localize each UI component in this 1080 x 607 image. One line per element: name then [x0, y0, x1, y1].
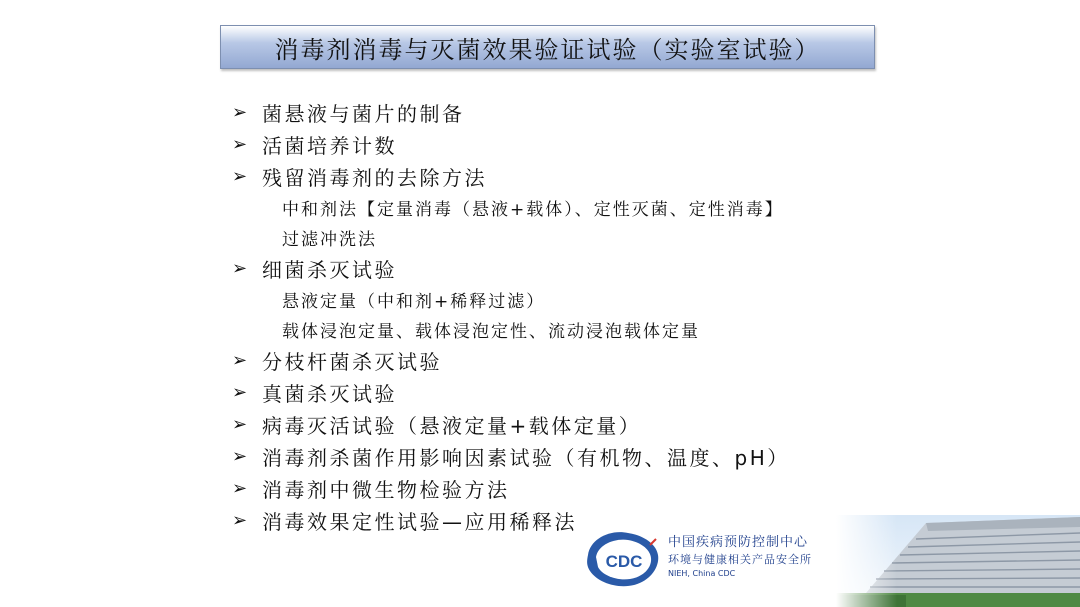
- bullet-list: [232, 96, 832, 536]
- cdc-emblem-text: CDC: [605, 552, 643, 571]
- list-item: [232, 160, 832, 192]
- list-item-text: 真菌杀灭试验: [262, 381, 397, 406]
- slide-title-box: [220, 25, 875, 69]
- list-item-text: 消毒剂杀菌作用影响因素试验（有机物、温度、pH）: [262, 445, 790, 470]
- sub-list-item: [232, 284, 832, 314]
- bullet-arrow-icon: ➢: [232, 381, 248, 403]
- sub-list-item-text: 载体浸泡定量、载体浸泡定性、流动浸泡载体定量: [282, 321, 700, 342]
- list-item-text: 病毒灭活试验（悬液定量+载体定量）: [262, 413, 642, 438]
- list-item-text: 消毒效果定性试验—应用稀释法: [262, 509, 577, 534]
- list-item: [232, 376, 832, 408]
- list-item: [232, 440, 832, 472]
- bullet-arrow-icon: ➢: [232, 509, 248, 531]
- bullet-arrow-icon: ➢: [232, 445, 248, 467]
- sub-list-item-text: 过滤冲洗法: [282, 229, 377, 250]
- bullet-arrow-icon: ➢: [232, 257, 248, 279]
- list-item-text: 菌悬液与菌片的制备: [262, 101, 465, 126]
- cdc-emblem-icon: [580, 525, 664, 591]
- org-subtitle: 环境与健康相关产品安全所: [668, 553, 812, 566]
- list-item: [232, 96, 832, 128]
- sub-list-item: [232, 192, 832, 222]
- org-name: 中国疾病预防控制中心: [668, 535, 809, 550]
- bullet-arrow-icon: ➢: [232, 133, 248, 155]
- list-item: [232, 408, 832, 440]
- slide-title: 消毒剂消毒与灭菌效果验证试验（实验室试验）: [274, 35, 821, 64]
- list-item: [232, 128, 832, 160]
- sub-list-item: [232, 222, 832, 252]
- bullet-arrow-icon: ➢: [232, 101, 248, 123]
- sub-list-item-text: 中和剂法【定量消毒（悬液+载体）、定性灭菌、定性消毒】: [282, 199, 784, 220]
- list-item-text: 细菌杀灭试验: [262, 257, 397, 282]
- building-photo: [836, 515, 1080, 607]
- list-item-text: 活菌培养计数: [262, 133, 397, 158]
- bullet-arrow-icon: ➢: [232, 349, 248, 371]
- list-item: [232, 472, 832, 504]
- org-english-name: NIEH, China CDC: [668, 569, 736, 578]
- bullet-arrow-icon: ➢: [232, 413, 248, 435]
- bullet-arrow-icon: ➢: [232, 165, 248, 187]
- list-item-text: 分枝杆菌杀灭试验: [262, 349, 442, 374]
- footer-logo: [574, 515, 1080, 607]
- sub-list-item-text: 悬液定量（中和剂+稀释过滤）: [282, 291, 546, 312]
- list-item: [232, 344, 832, 376]
- list-item-text: 残留消毒剂的去除方法: [262, 165, 487, 190]
- sub-list-item: [232, 314, 832, 344]
- bullet-arrow-icon: ➢: [232, 477, 248, 499]
- list-item-text: 消毒剂中微生物检验方法: [262, 477, 510, 502]
- list-item: [232, 252, 832, 284]
